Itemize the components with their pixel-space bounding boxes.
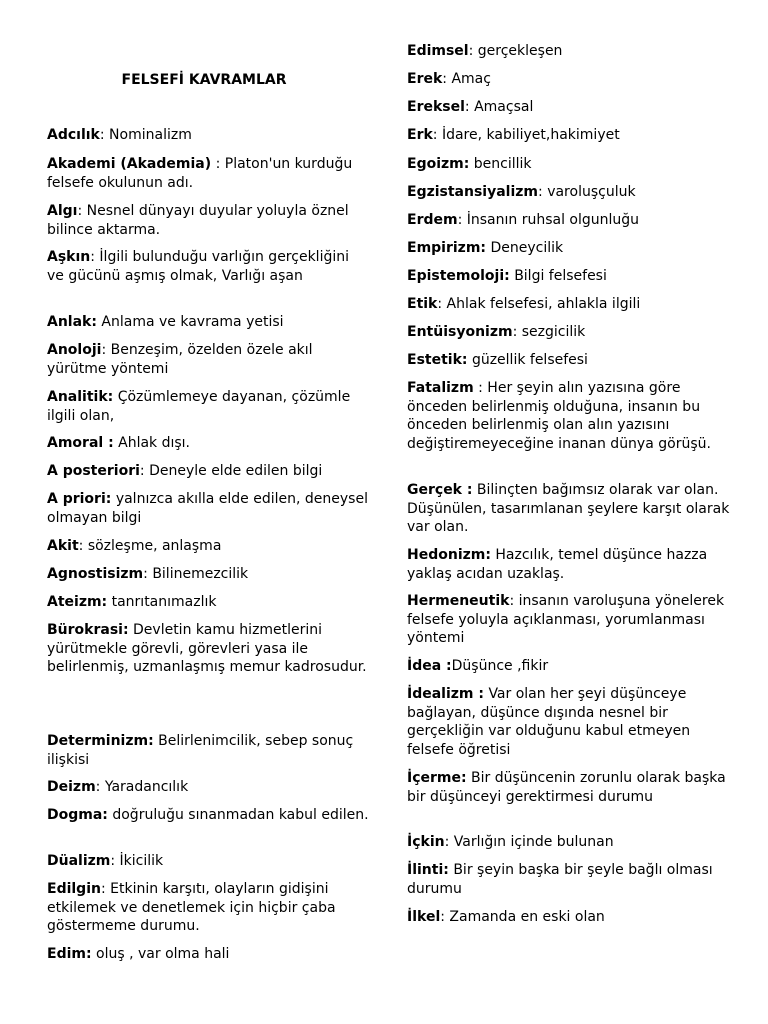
entry-term: Deizm [47, 779, 96, 795]
glossary-entry: Edilgin: Etkinin karşıtı, olayların gidişini etkilemek ve denetlemek için hiçbir çaba göstermeme durumu. [47, 881, 336, 934]
glossary-entry [407, 685, 732, 759]
entry-term: İdealizm : [407, 686, 484, 702]
entry-term: Erdem [407, 212, 458, 228]
entry-definition: Amaçsal [474, 99, 534, 115]
glossary-entry [407, 155, 732, 174]
entry-term: Estetik: [407, 352, 468, 368]
entry-term: İçkin [407, 834, 445, 850]
entry-term: Akademi (Akademia) [47, 156, 212, 172]
glossary-entry: Deizm: Yaradancılık [47, 779, 189, 795]
entry-term: Dogma: [47, 807, 108, 823]
glossary-entry [407, 769, 732, 806]
glossary-entry: Erek: Amaç [407, 71, 491, 87]
entry-definition: tanrıtanımazlık [111, 594, 217, 610]
glossary-entry: Agnostisizm: Bilinemezcilik [47, 566, 249, 582]
entry-definition: gerçekleşen [477, 43, 563, 59]
entry-definition: Bilinçten bağımsız olarak var olan. Düşünülen, tasarımlanan şeylere karşıt olarak var olan. [407, 482, 730, 535]
entry-definition: Etkinin karşıtı, olayların gidişini etkilemek ve denetlemek için hiçbir çaba göstermeme durumu. [47, 881, 336, 934]
entry-term: Hermeneutik [407, 593, 510, 609]
glossary-entry: Hermeneutik: insanın varoluşuna yönelerek felsefe yoluyla açıklanması, yorumlanması yöntemi [407, 593, 725, 646]
entry-term: Amoral : [47, 435, 114, 451]
entry-term: Adcılık [47, 127, 100, 143]
entry-definition: Bilgi felsefesi [514, 268, 607, 284]
entry-definition: Her şeyin alın yazısına göre önceden belirlenmiş olduğuna, insanın bu önceden belirlenmiş olan alın yazısını değiştiremeyeceğine inanan dünya görüşü. [407, 380, 711, 452]
entry-term: İçerme: [407, 770, 467, 786]
glossary-entry: İçkin: Varlığın içinde bulunan [407, 834, 614, 850]
entry-term: Empirizm: [407, 240, 487, 256]
glossary-entry: Algı: Nesnel dünyayı duyular yoluyla öznel bilince aktarma. [47, 203, 349, 238]
entry-term: Hedonizm: [407, 547, 491, 563]
glossary-entry: Düalizm: İkicilik [47, 853, 164, 869]
glossary-entry: Akit: sözleşme, anlaşma [47, 538, 222, 554]
entry-term: Erk [407, 127, 433, 143]
entry-term: Edilgin [47, 881, 101, 897]
glossary-entry [407, 546, 732, 583]
entry-definition: Ahlak felsefesi, ahlakla ilgili [446, 296, 641, 312]
entry-term: Egoizm: [407, 156, 470, 172]
glossary-entry [47, 945, 369, 964]
entry-term: Edimsel [407, 43, 469, 59]
glossary-entry [47, 806, 369, 825]
entry-definition: Benzeşim, özelden özele akıl yürütme yöntemi [47, 342, 313, 377]
entry-definition: sezgicilik [521, 324, 586, 340]
entry-definition: doğruluğu sınanmadan kabul edilen. [112, 807, 369, 823]
entry-definition: güzellik felsefesi [471, 352, 588, 368]
glossary-entry: A posteriori: Deneyle elde edilen bilgi [47, 463, 323, 479]
entry-definition: Belirlenimcilik, sebep sonuç ilişkisi [47, 733, 354, 768]
entry-definition: Zamanda en eski olan [449, 909, 605, 925]
entry-term: Fatalizm [407, 380, 474, 396]
glossary-entry: İlkel: Zamanda en eski olan [407, 909, 605, 925]
entry-term: Egzistansiyalizm [407, 184, 539, 200]
entry-term: A posteriori [47, 463, 140, 479]
entry-definition: Deneycilik [490, 240, 564, 256]
glossary-entry [47, 621, 369, 677]
entry-term: Edim: [47, 946, 92, 962]
entry-term: Anoloji [47, 342, 102, 358]
entry-term: Agnostisizm [47, 566, 144, 582]
glossary-entry [47, 732, 369, 769]
entry-definition: Düşünce ,fikir [451, 658, 549, 674]
entry-definition: Bir şeyin başka bir şeyle bağlı olması durumu [407, 862, 713, 897]
glossary-entry: Egzistansiyalizm: varoluşçuluk [407, 184, 636, 200]
glossary-entry: Etik: Ahlak felsefesi, ahlakla ilgili [407, 296, 641, 312]
glossary-entry: Erdem: İnsanın ruhsal olgunluğu [407, 212, 640, 228]
entry-definition: Var olan her şeyi düşünceye bağlayan, düşünce dışında nesnel bir gerçekliğin var olduğunu kabul etmeyen felsefe öğretisi [407, 686, 691, 758]
glossary-entry [407, 351, 732, 370]
entry-definition: Hazcılık, temel düşünce hazza yaklaş acıdan uzaklaş. [407, 547, 708, 582]
glossary-entry: Ereksel: Amaçsal [407, 99, 534, 115]
entry-definition: sözleşme, anlaşma [87, 538, 222, 554]
entry-definition: insanın varoluşuna yönelerek felsefe yoluyla açıklanması, yorumlanması yöntemi [407, 593, 725, 646]
entry-definition: Devletin kamu hizmetlerini yürütmekle görevli, görevleri yasa ile belirlenmiş, uzmanlaşmış memur kadrosudur. [47, 622, 367, 675]
entry-definition: Bir düşüncenin zorunlu olarak başka bir düşünceyi gerektirmesi durumu [407, 770, 726, 805]
entry-term: İlinti: [407, 862, 449, 878]
entry-definition: oluş , var olma hali [96, 946, 230, 962]
entry-term: Anlak: [47, 314, 97, 330]
glossary-entry: Akademi (Akademia) : Platon'un kurduğu felsefe okulunun adı. [47, 156, 353, 191]
entry-definition: İkicilik [119, 853, 164, 869]
glossary-entry [407, 657, 732, 676]
glossary-entry: Entüisyonizm: sezgicilik [407, 324, 586, 340]
entry-definition: Nesnel dünyayı duyular yoluyla öznel bilince aktarma. [47, 203, 349, 238]
glossary-entry [47, 593, 369, 612]
entry-term: İdea : [407, 658, 452, 674]
entry-term: Düalizm [47, 853, 111, 869]
glossary-entry [47, 388, 369, 425]
glossary-entry [47, 313, 369, 332]
entry-definition: İdare, kabiliyet,hakimiyet [441, 127, 620, 143]
glossary-entry [407, 861, 732, 898]
entry-term: Bürokrasi: [47, 622, 129, 638]
entry-term: Gerçek : [407, 482, 473, 498]
entry-definition: İnsanın ruhsal olgunluğu [466, 212, 640, 228]
entry-definition: Nominalizm [109, 127, 192, 143]
entry-term: Ereksel [407, 99, 465, 115]
glossary-entry: Adcılık: Nominalizm [47, 127, 192, 143]
glossary-entry: Fatalizm : Her şeyin alın yazısına göre önceden belirlenmiş olduğuna, insanın bu önceden belirlenmiş olan alın yazısını değiştiremeyeceğine inanan dünya görüşü. [407, 380, 711, 452]
entry-definition: Varlığın içinde bulunan [453, 834, 614, 850]
glossary-entry [47, 490, 369, 527]
glossary-entry: Erk: İdare, kabiliyet,hakimiyet [407, 127, 620, 143]
entry-definition: Bilinemezcilik [152, 566, 249, 582]
entry-definition: Anlama ve kavrama yetisi [101, 314, 284, 330]
entry-term: Epistemoloji: [407, 268, 510, 284]
entry-definition: Yaradancılık [104, 779, 189, 795]
entry-definition: varoluşçuluk [547, 184, 636, 200]
glossary-entry: Edimsel: gerçekleşen [407, 43, 563, 59]
glossary-entry: Anoloji: Benzeşim, özelden özele akıl yürütme yöntemi [47, 342, 313, 377]
entry-term: Algı [47, 203, 78, 219]
entry-definition: bencillik [473, 156, 532, 172]
entry-definition: Çözümlemeye dayanan, çözümle ilgili olan, [47, 389, 351, 424]
document-title: FELSEFİ KAVRAMLAR [121, 72, 287, 88]
entry-term: Etik [407, 296, 438, 312]
entry-definition: Deneyle elde edilen bilgi [149, 463, 323, 479]
entry-term: Akit [47, 538, 79, 554]
entry-definition: İlgili bulunduğu varlığın gerçekliğini ve gücünü aşmış olmak, Varlığı aşan [47, 249, 349, 284]
glossary-entry [407, 481, 732, 537]
entry-term: İlkel [407, 909, 441, 925]
entry-definition: Ahlak dışı. [118, 435, 191, 451]
entry-term: A priori: [47, 491, 112, 507]
entry-term: Analitik: [47, 389, 114, 405]
entry-definition: yalnızca akılla elde edilen, deneysel olmayan bilgi [47, 491, 368, 526]
glossary-entry [407, 239, 732, 258]
entry-definition: Amaç [451, 71, 491, 87]
entry-definition: Platon'un kurduğu felsefe okulunun adı. [47, 156, 353, 191]
glossary-entry [407, 267, 732, 286]
entry-term: Aşkın [47, 249, 91, 265]
entry-term: Determinizm: [47, 733, 154, 749]
glossary-entry: Aşkın: İlgili bulunduğu varlığın gerçekliğini ve gücünü aşmış olmak, Varlığı aşan [47, 249, 349, 284]
glossary-entry [47, 434, 369, 453]
entry-term: Entüisyonizm [407, 324, 513, 340]
entry-term: Erek [407, 71, 443, 87]
entry-term: Ateizm: [47, 594, 108, 610]
